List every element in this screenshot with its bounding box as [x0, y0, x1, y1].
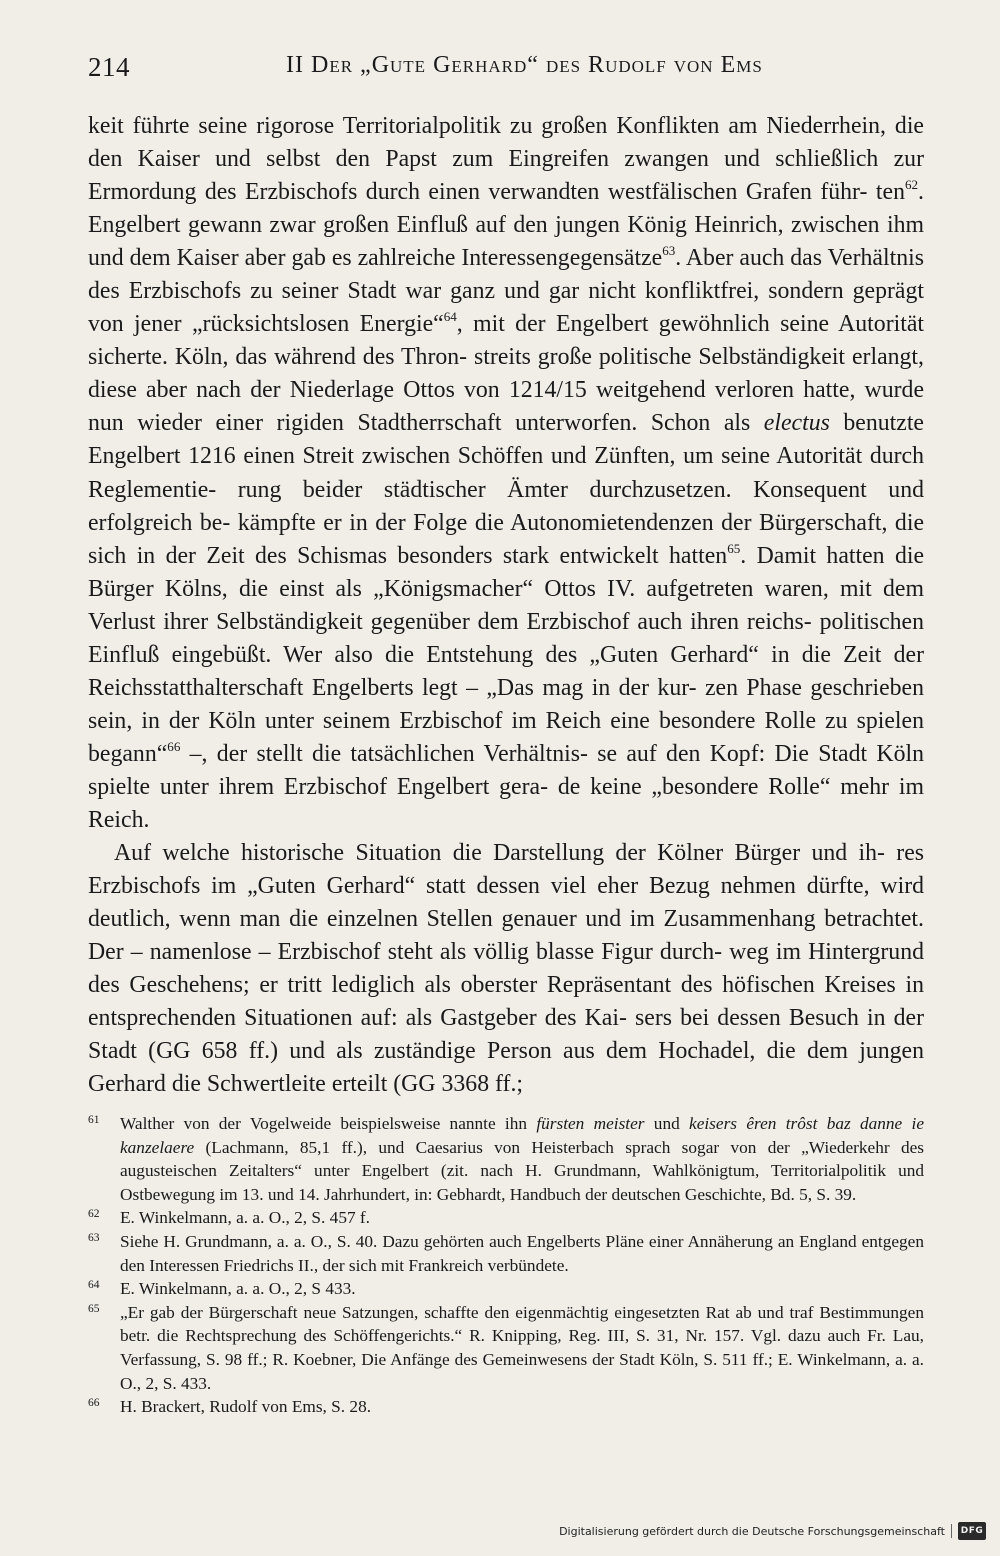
footnote-ref: 66	[167, 739, 181, 755]
paragraph	[88, 837, 924, 1101]
text-line: . Damit hatten die	[740, 542, 925, 569]
footnote-text: Walther von der Vogelweide beispielsweise nannte ihn	[120, 1114, 537, 1133]
text-line: ten	[875, 179, 905, 206]
dfg-credit	[559, 1520, 986, 1542]
text-line: kämpfte er in der Folge die Autonomietendenzen der Bürgerschaft, die sich in	[88, 509, 925, 569]
footnote-number: 61	[88, 1114, 100, 1126]
text-line: in die Zeit der Reichsstatthalterschaft Engelberts legt – „Das mag in der kur-	[88, 641, 925, 701]
text-line: de keine „besondere Rolle“ mehr im Reich.	[88, 773, 925, 833]
text-line: benutzte Engelbert 1216 einen	[88, 410, 924, 470]
text-line: dem Verlust ihrer Selbständigkeit gegenüber dem Erzbischof auch ihren reichs-	[88, 575, 925, 635]
text-line: weg im Hintergrund des Geschehens; er tritt lediglich als oberster Repräsentant	[88, 939, 925, 999]
text-line: zen Phase geschrieben sein, in der Köln unter seinem Erzbischof im Reich eine	[88, 674, 924, 734]
footnote-text: Siehe H. Grundmann, a. a. O., S. 40. Dazu gehörten auch Engelberts Pläne einer Annäherung an England entgegen den Interessen Friedrichs II., der sich mit Frankreich verbündete.	[120, 1231, 924, 1275]
footnote-number: 65	[88, 1302, 100, 1315]
footnote-ref: 64	[443, 309, 457, 325]
text-line: , mit der	[456, 311, 546, 338]
dfg-logo-icon: DFG	[958, 1522, 986, 1540]
text-line: Auf welche historische Situation die Darstellung der Kölner Bürger und ih-	[114, 840, 885, 867]
footnote-text: H. Brackert, Rudolf von Ems, S. 28.	[120, 1397, 372, 1417]
footnote-number: 64	[88, 1279, 100, 1292]
italic-term: electus	[763, 410, 830, 437]
dfg-notice: Digitalisierung gefördert durch die Deutsche Forschungsgemeinschaft	[559, 1524, 945, 1538]
footnote-ref: 62	[904, 177, 919, 193]
footnote-ref: 63	[662, 243, 676, 259]
text-line: Engelbert gewöhnlich seine Autorität sicherte. Köln, das während des Thron-	[88, 311, 925, 371]
body-text	[88, 110, 924, 1101]
footnote-number: 66	[88, 1397, 100, 1410]
footnote-text: E. Winkelmann, a. a. O., 2, S 433.	[120, 1279, 356, 1299]
text-line: besondere Rolle zu spielen begann“	[88, 707, 924, 767]
text-line: Streit zwischen Schöffen und Zünften, um seine Autorität durch Reglementie-	[88, 443, 925, 503]
footnote	[88, 1112, 924, 1206]
running-head: II Der „Gute Gerhard“ des Rudolf von Ems	[286, 52, 763, 78]
footnotes	[88, 1112, 924, 1419]
footnote-number: 62	[88, 1208, 100, 1221]
text-line: betrachtet. Der – namenlose – Erzbischof steht als völlig blasse Figur durch-	[88, 906, 924, 966]
text-line: Bürger Kölns, die einst als „Königsmacher“ Ottos IV. aufgetreten waren, mit	[88, 575, 872, 602]
footnote	[88, 1301, 924, 1395]
text-line: .	[675, 245, 682, 272]
footnote-number: 63	[88, 1231, 100, 1244]
footnote	[88, 1277, 924, 1301]
footnote-text: E. Winkelmann, a. a. O., 2, S. 457 f.	[120, 1208, 371, 1228]
text-line: Ermordung des Erzbischofs durch einen verwandten westfälischen Grafen führ-	[88, 179, 868, 206]
footnote	[88, 1206, 924, 1230]
footnote	[88, 1230, 924, 1277]
footnote-ref: 65	[727, 540, 741, 556]
text-line: die den Kaiser und selbst den Papst zum Eingreifen zwangen und schließlich zur	[88, 113, 924, 173]
text-line: wird deutlich, wenn man die einzelnen Stellen genauer und im Zusammenhang	[88, 873, 925, 933]
text-line: rung beider städtischer Ämter durchzusetzen. Konsequent und erfolgreich be-	[88, 476, 925, 536]
text-line: –, der stellt die tatsächlichen Verhältnis-	[180, 740, 588, 767]
text-line: sers bei dessen Besuch in der Stadt (GG 658 ff.) und als zuständige Person aus	[88, 1005, 924, 1065]
footnote-italic: keisers êren trôst baz danne ie kanzelaere	[120, 1114, 925, 1157]
footnote-text: (Lachmann, 85,1 ff.), und Caesarius von Heisterbach sprach sogar von der „Wiederkehr des augusteischen Zeitalters“ unter Engelbert (zit. nach H. Grundmann, Wahlkönigtum, Territorialpolitik und Ostbewegung im 13. und 14. Jahrhundert, in: Gebhardt, Handbuch der deutschen Geschichte, Bd. 5, S. 39.	[120, 1137, 924, 1204]
text-line: politischen Einfluß eingebüßt. Wer also die Entstehung des „Guten Gerhard“	[88, 608, 924, 668]
text-line: streits große politische Selbständigkeit erlangt, diese aber nach der Niederlage	[88, 344, 924, 404]
footnote	[88, 1395, 924, 1419]
text-line: keit führte seine rigorose Territorialpolitik zu großen Konflikten am Niederrhein,	[88, 113, 886, 139]
text-line: zwischen ihm und dem Kaiser aber gab es zahlreiche Interessengegensätze	[88, 212, 925, 272]
divider	[951, 1524, 952, 1538]
text-line: konfliktfrei, sondern geprägt von jener „rücksichtslosen Energie“	[88, 278, 925, 338]
text-line: dem Hochadel, die dem jungen Gerhard die Schwertleite erteilt (GG 3368 ff.;	[88, 1038, 924, 1098]
text-line: Ottos von 1214/15 weitgehend verloren hatte, wurde nun wieder einer rigiden	[88, 377, 925, 437]
text-line: des höfischen Kreises in entsprechenden Situationen auf: als Gastgeber des Kai-	[88, 972, 924, 1032]
footnote-italic: fürsten meister	[536, 1114, 645, 1133]
text-line: der Zeit des Schismas besonders stark entwickelt hatten	[165, 542, 728, 569]
text-line: . Engelbert gewann zwar großen Einfluß auf den jungen König Heinrich,	[88, 179, 924, 239]
text-line: Stadtherrschaft unterworfen. Schon als	[357, 410, 764, 437]
text-line: Aber auch das Verhältnis des Erzbischofs zu seiner Stadt war ganz und gar nicht	[88, 245, 924, 305]
footnote-text: und	[644, 1114, 690, 1133]
text-line: res Erzbischofs im „Guten Gerhard“ statt dessen viel eher Bezug nehmen dürfte,	[88, 840, 925, 900]
page-number: 214	[88, 52, 130, 82]
paragraph	[88, 110, 924, 837]
text-line: se auf den Kopf: Die Stadt Köln spielte unter ihrem Erzbischof Engelbert gera-	[88, 740, 925, 800]
page-header	[88, 52, 930, 86]
footnote-text: „Er gab der Bürgerschaft neue Satzungen, schaffte den eigenmächtig eingesetzten Rat ab und traf Bestimmungen betr. die Rechtsprechung des Schöffengerichts.“ R. Knipping, Reg. III, S. 31, Nr. 157. Vgl. dazu auch Fr. Lau, Verfassung, S. 98 ff.; R. Koebner, Die Anfänge des Gemeinwesens der Stadt Köln, S. 511 ff.; E. Winkelmann, a. a. O., 2, S. 433.	[120, 1302, 924, 1393]
